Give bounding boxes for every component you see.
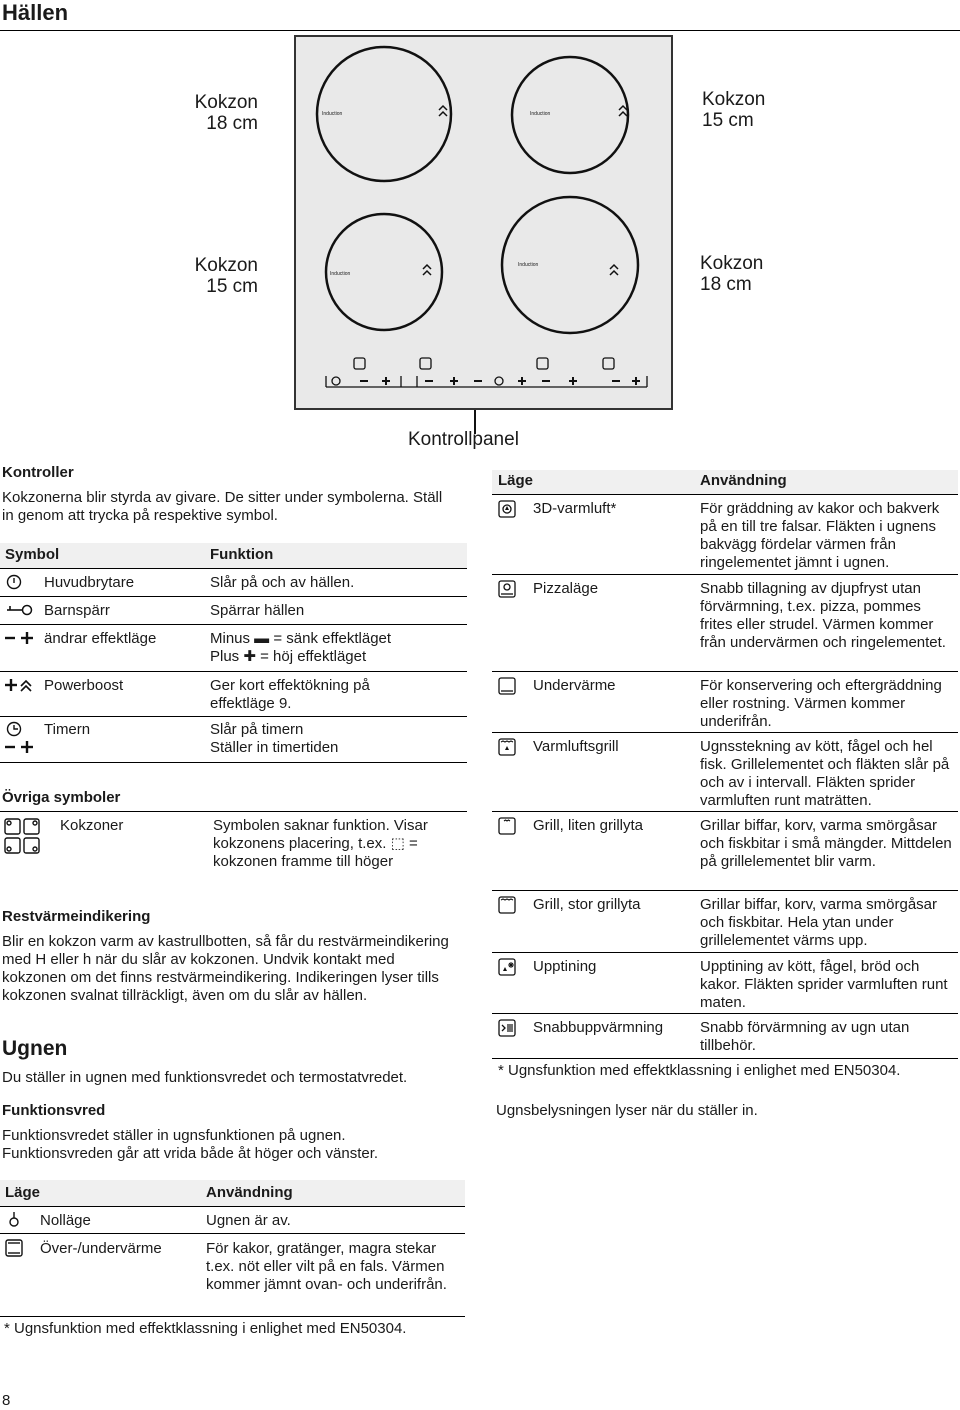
row-name: ändrar effektläge <box>44 630 157 647</box>
key-icon <box>5 602 33 618</box>
zone-tag-2: Induction <box>530 111 551 117</box>
mode-use: Grillar biffar, korv, varma smörgåsar och fiskbitar i små mängder. Mittdelen på grillelementet blir varm. <box>700 817 952 870</box>
restvarme-heading: Restvärmeindikering <box>2 908 151 925</box>
ugnen-text: Du ställer in ugnen med funktionsvredet och termostatvredet. <box>2 1069 408 1086</box>
minus-plus-icon <box>4 739 34 755</box>
hob-drawing <box>294 35 673 410</box>
col-use: Användning <box>206 1184 293 1201</box>
ugnen-heading: Ugnen <box>2 1037 68 1060</box>
footnote-left: * Ugnsfunktion med effektklassning i enlighet med EN50304. <box>4 1320 407 1337</box>
mode-use: Ugnsstekning av kött, fågel och hel fisk. Grillelementet och fläkten slår på och av i intervall. Fläkten sprider varmluften runt maträtten. <box>700 738 950 809</box>
row-name: Barnspärr <box>44 602 110 619</box>
mode-name: Snabbuppvärmning <box>533 1019 664 1036</box>
row-name: Timern <box>44 721 91 738</box>
mode-use: Snabb förvärmning av ugn utan tillbehör. <box>700 1019 910 1054</box>
mode-use: Grillar biffar, korv, varma smörgåsar och fiskbitar. Hela ytan under grillelementet värms upp. <box>700 896 938 949</box>
mode-name: Nolläge <box>40 1212 91 1229</box>
row-name: Powerboost <box>44 677 124 694</box>
over-under-heat-icon <box>5 1239 23 1257</box>
col-mode: Läge <box>498 472 534 489</box>
row-func: Spärrar hällen <box>210 602 305 619</box>
mode-name: Upptining <box>533 958 597 975</box>
fan-grill-icon <box>498 738 516 756</box>
minus-plus-icon <box>4 630 34 646</box>
defrost-icon <box>498 958 516 976</box>
hob-diagram <box>294 35 673 410</box>
zone-tag-3: Induction <box>330 271 351 277</box>
mode-use: För kakor, gratänger, magra stekar t.ex. nöt eller vilt på en fals. Värmen kommer jämnt ovan- och underifrån. <box>206 1240 447 1293</box>
mode-name: 3D-varmluft* <box>533 500 617 517</box>
zone-tag-1: Induction <box>322 111 343 117</box>
mode-use: Ugnen är av. <box>206 1212 291 1229</box>
title-rule <box>0 30 960 31</box>
col-function: Funktion <box>210 546 274 563</box>
row-func: Ger kort effektökning på effektläge 9. <box>210 677 370 712</box>
funktionsvred-text: Funktionsvredet ställer in ugnsfunktionen på ugnen. Funktionsvreden går att vrida både åt höger och vänster. <box>2 1127 379 1162</box>
mode-name: Över-/undervärme <box>40 1240 162 1257</box>
pizza-icon <box>498 580 516 598</box>
power-icon <box>6 574 22 590</box>
oven-light-note: Ugnsbelysningen lyser när du ställer in. <box>496 1102 758 1119</box>
footnote-right: * Ugnsfunktion med effektklassning i enlighet med EN50304. <box>498 1062 901 1079</box>
row-func: Slår på timern Ställer in timertiden <box>210 721 339 756</box>
mode-use: Snabb tillagning av djupfryst utan förvärmning, t.ex. pizza, pommes frites eller strudel. Värmen kommer från undervärmen och ringelementet. <box>700 580 946 651</box>
mode-use: För konservering och eftergräddning eller rostning. Värmen kommer underifrån. <box>700 677 942 730</box>
nollage-icon <box>6 1211 22 1227</box>
small-grill-icon <box>498 817 516 835</box>
powerboost-icon <box>4 677 34 693</box>
control-panel-label: Kontrollpanel <box>408 429 519 450</box>
col-symbol: Symbol <box>5 546 60 563</box>
page-title: Hällen <box>2 0 69 25</box>
row-func: Slår på och av hällen. <box>210 574 355 591</box>
mode-use: För gräddning av kakor och bakverk på en till tre falsar. Fläkten i ugnens bakvägg fördelar värmen från ringelementet jämnt i ugnen. <box>700 500 940 571</box>
row-name: Huvudbrytare <box>44 574 135 591</box>
col-use: Användning <box>700 472 787 489</box>
restvarme-text: Blir en kokzon varm av kastrullbotten, så får du restvärmeindikering med H eller h när du slår av kokzonen. Undvik kontakt med kokzonen om det finns restvärmeindikering. Indikeringen lyser tills kokzonen svalnat tillräckligt, även om du slår av hällen. <box>2 933 449 1004</box>
rapid-heat-icon <box>498 1019 516 1037</box>
zone-label-bottom-right: Kokzon 18 cm <box>700 253 764 295</box>
timer-icon <box>6 721 22 737</box>
col-mode: Läge <box>5 1184 41 1201</box>
kokzoner-icon <box>4 818 40 854</box>
zone-label-top-left: Kokzon 18 cm <box>194 92 258 134</box>
ovriga-heading: Övriga symboler <box>2 789 121 806</box>
zone-label-bottom-left: Kokzon 15 cm <box>194 255 258 297</box>
kontroller-intro: Kokzonerna blir styrda av givare. De sitter under symbolerna. Ställ in genom att trycka på respektive symbol. <box>2 489 443 524</box>
bottom-heat-icon <box>498 677 516 695</box>
mode-use: Upptining av kött, fågel, bröd och kakor. Fläkten sprider varmluften runt maten. <box>700 958 948 1011</box>
ovriga-name: Kokzoner <box>60 817 124 834</box>
zone-label-top-right: Kokzon 15 cm <box>702 89 766 131</box>
large-grill-icon <box>498 896 516 914</box>
mode-name: Grill, liten grillyta <box>533 817 644 834</box>
mode-name: Varmluftsgrill <box>533 738 619 755</box>
control-panel-strip <box>326 358 647 387</box>
fan-3d-icon <box>498 500 516 518</box>
page-number: 8 <box>2 1392 11 1409</box>
mode-name: Grill, stor grillyta <box>533 896 641 913</box>
mode-name: Pizzaläge <box>533 580 599 597</box>
ovriga-func: Symbolen saknar funktion. Visar kokzonens placering, t.ex. ⬚ = kokzonen framme till höger <box>213 817 428 870</box>
mode-name: Undervärme <box>533 677 616 694</box>
zone-tag-4: Induction <box>518 262 539 268</box>
row-func: Minus ▬ = sänk effektläget Plus ✚ = höj effektläget <box>210 630 392 665</box>
funktionsvred-heading: Funktionsvred <box>2 1102 106 1119</box>
kontroller-heading: Kontroller <box>2 464 74 481</box>
